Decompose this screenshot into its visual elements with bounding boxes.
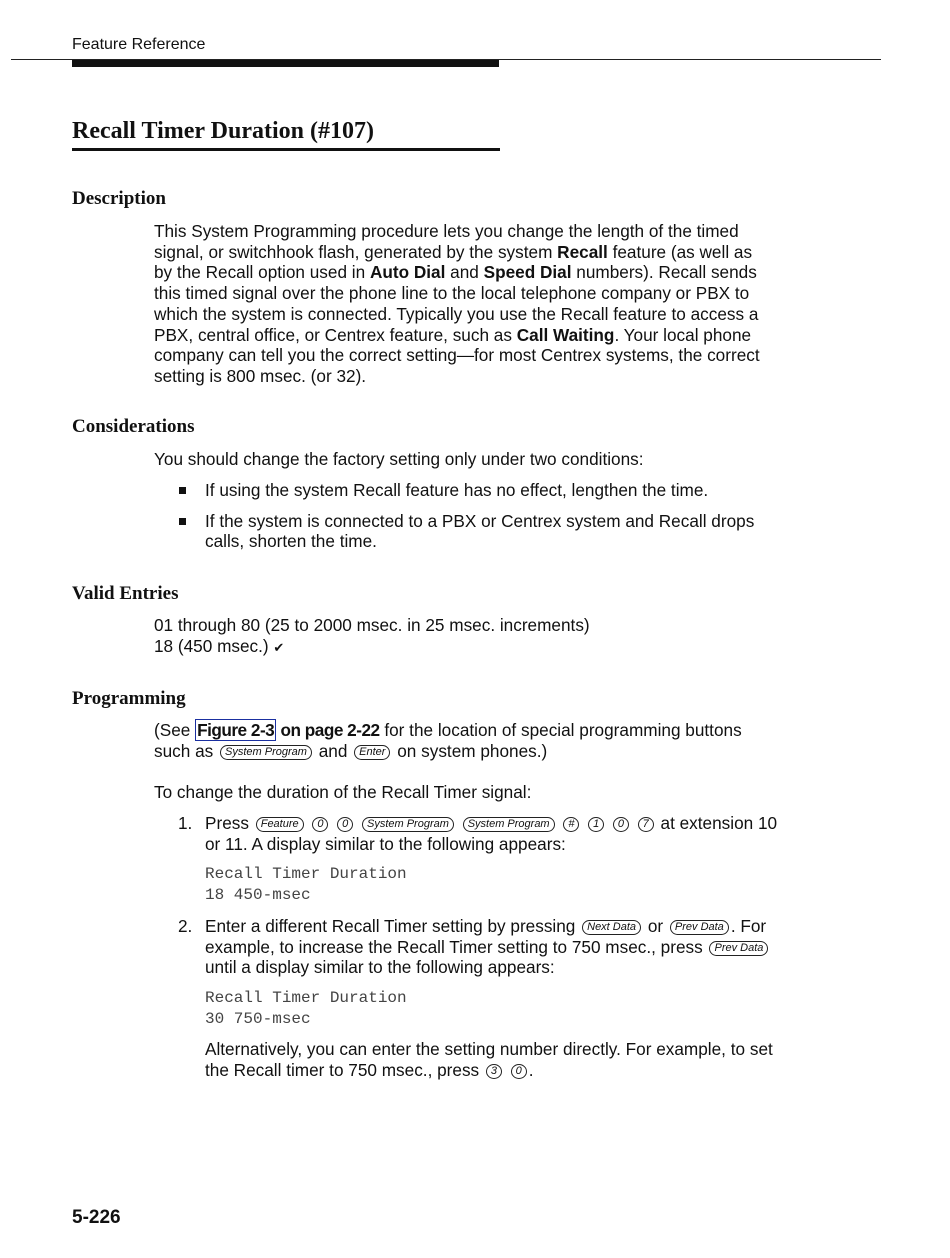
zero-key-icon: 0 (312, 817, 328, 832)
next-data-key-icon: Next Data (582, 920, 641, 935)
bullet-icon (179, 518, 186, 525)
enter-key-icon: Enter (354, 745, 390, 760)
zero-key-icon: 0 (511, 1064, 527, 1079)
programming-heading: Programming (72, 688, 186, 709)
step-2 (178, 916, 778, 1081)
description-text: This System Programming procedure lets you change the length of the timed signal, or switchhook flash, generated by the system Recall feature (as well as by the Recall option used in Auto Dial and Speed Dial numbers). Recall sends this timed signal over the phone line to the local telephone company or PBX to which the system is connected. Typically you use the Recall feature to access a PBX, central office, or Centrex feature, such as Call Waiting. Your local phone company can tell you the correct setting—for most Centrex systems, the correct setting is 800 msec. (or 32). (154, 221, 760, 386)
page-title: Recall Timer Duration (#107) (72, 118, 374, 144)
valid-entries-text: 01 through 80 (25 to 2000 msec. in 25 msec. increments) 18 (450 msec.) ✔ (154, 615, 590, 656)
running-header: Feature Reference (72, 36, 206, 53)
valid-entries-heading: Valid Entries (72, 583, 179, 604)
description-heading: Description (72, 188, 166, 209)
three-key-icon: 3 (486, 1064, 502, 1079)
title-rule (72, 148, 500, 151)
figure-link[interactable]: Figure 2-3 (197, 720, 275, 740)
display-readout: Recall Timer Duration 30 750-msec (205, 989, 407, 1029)
step-1 (178, 813, 778, 906)
page-number: 5-226 (72, 1207, 121, 1228)
feature-key-icon: Feature (256, 817, 304, 832)
step-number: 1. (178, 813, 193, 833)
list-item: If using the system Recall feature has no effect, lengthen the time. (178, 480, 778, 501)
bullet-icon (179, 487, 186, 494)
considerations-heading: Considerations (72, 416, 195, 437)
zero-key-icon: 0 (337, 817, 353, 832)
programming-see-note: (See Figure 2-3 on page 2-22 for the location of special programming buttons such as System Program and Enter on system phones.) (154, 720, 742, 761)
considerations-intro: You should change the factory setting only under two conditions: (154, 449, 644, 469)
page-link[interactable]: on page 2-22 (276, 720, 380, 740)
display-readout: Recall Timer Duration 18 450-msec (205, 865, 407, 905)
step-2-alternative: Alternatively, you can enter the setting number directly. For example, to set the Recall timer to 750 msec., press 3 0 . (205, 1039, 773, 1080)
prev-data-key-icon: Prev Data (709, 941, 768, 956)
hash-key-icon: # (563, 817, 579, 832)
zero-key-icon: 0 (613, 817, 629, 832)
prev-data-key-icon: Prev Data (670, 920, 729, 935)
step-1-text: Press Feature 0 0 System Program System Program # 1 0 7 at extension 10 or 11. A display similar to the following appears: (205, 813, 778, 854)
system-program-key-icon: System Program (220, 745, 312, 760)
system-program-key-icon: System Program (463, 817, 555, 832)
programming-intro: To change the duration of the Recall Timer signal: (154, 782, 532, 802)
seven-key-icon: 7 (638, 817, 654, 832)
list-item: If the system is connected to a PBX or Centrex system and Recall drops calls, shorten the time. (178, 511, 778, 552)
step-number: 2. (178, 916, 193, 936)
header-bar (72, 60, 499, 67)
checkmark-icon: ✔ (273, 639, 285, 655)
one-key-icon: 1 (588, 817, 604, 832)
considerations-list (178, 480, 778, 562)
system-program-key-icon: System Program (362, 817, 454, 832)
step-2-text: Enter a different Recall Timer setting by pressing Next Data or Prev Data . For example, to increase the Recall Timer setting to 750 msec., press Prev Data until a display similar to the following appears: (178, 916, 778, 978)
